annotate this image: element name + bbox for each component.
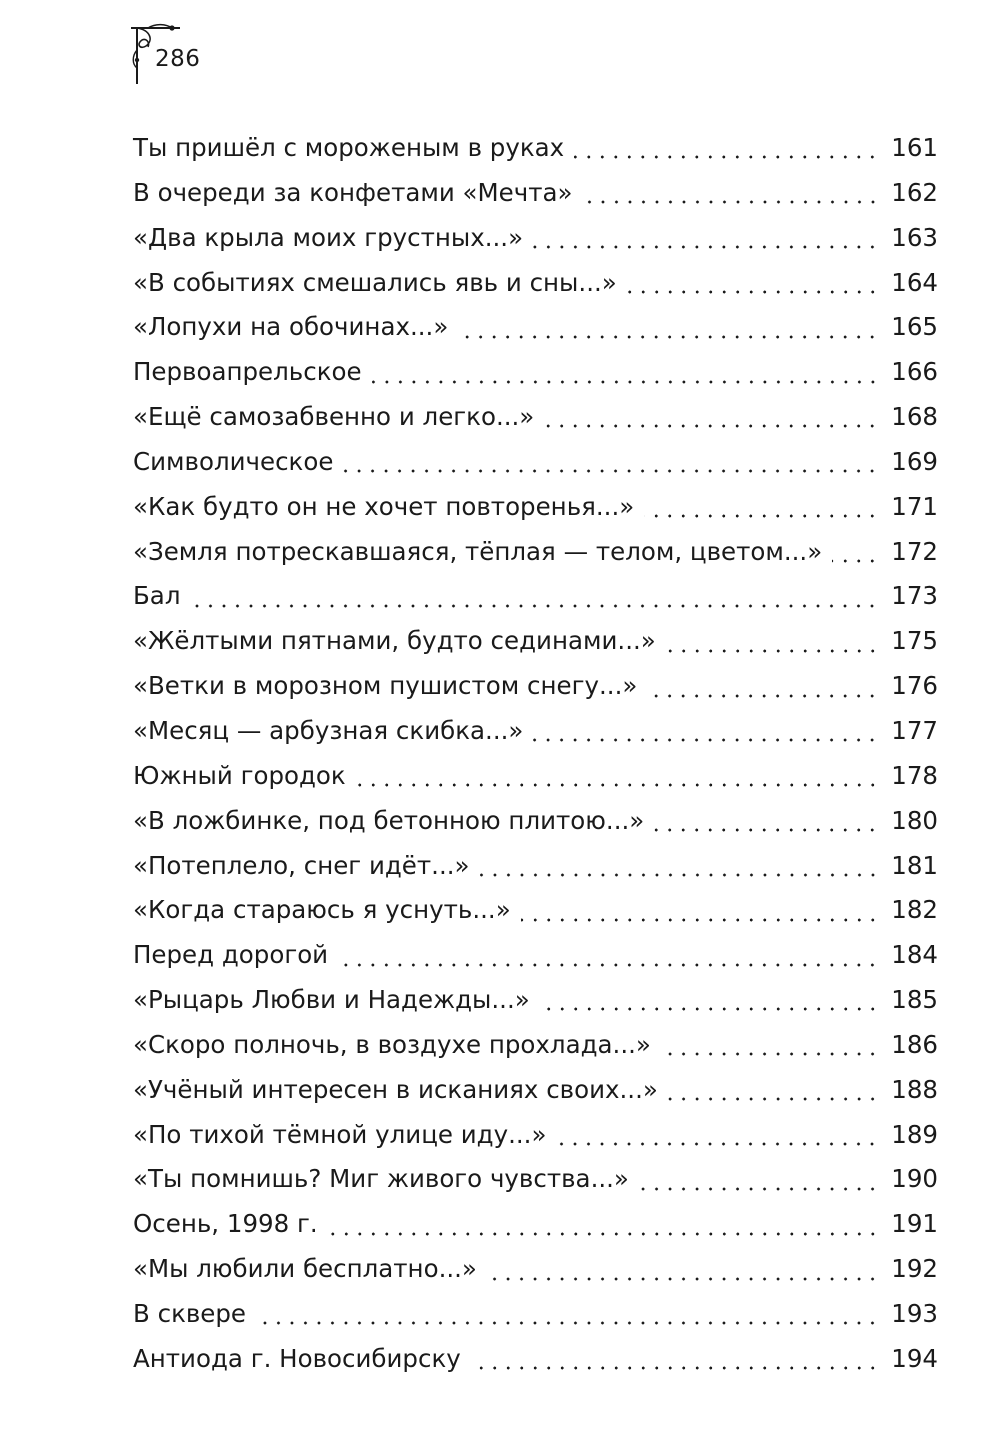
toc-entry xyxy=(133,844,938,889)
toc-entry-title: «По тихой тёмной улице иду...» xyxy=(133,1119,547,1149)
toc-entry xyxy=(133,1023,938,1068)
toc-dot-leader xyxy=(644,514,879,518)
toc-dot-leader xyxy=(343,469,879,473)
toc-entry xyxy=(133,799,938,844)
toc-entry-page: 177 xyxy=(891,715,938,745)
toc-entry xyxy=(133,395,938,440)
toc-entry-title: Южный городок xyxy=(133,760,346,790)
toc-dot-leader xyxy=(654,828,879,832)
toc-entry-page: 163 xyxy=(891,222,938,252)
toc-dot-leader xyxy=(647,694,879,698)
toc-dot-leader xyxy=(574,155,879,159)
toc-entry-title: «В событиях смешались явь и сны...» xyxy=(133,267,617,297)
toc-entry-page: 172 xyxy=(891,536,938,566)
toc-dot-leader xyxy=(668,1097,879,1101)
toc-entry-title: В сквере xyxy=(133,1298,247,1328)
toc-entry-title: Осень, 1998 г. xyxy=(133,1209,318,1239)
toc-entry xyxy=(133,261,938,306)
toc-dot-leader xyxy=(190,604,879,608)
toc-dot-leader xyxy=(832,559,879,563)
toc-entry xyxy=(133,216,938,261)
toc-entry-title: «Рыцарь Любви и Надежды...» xyxy=(133,985,530,1015)
toc-entry-title: В очереди за конфетами «Мечта» xyxy=(133,177,573,207)
toc-entry-title: «Месяц — арбузная скибка...» xyxy=(133,715,524,745)
toc-entry-page: 185 xyxy=(891,985,938,1015)
toc-entry-page: 168 xyxy=(891,402,938,432)
toc-entry-page: 191 xyxy=(891,1209,938,1239)
toc-entry-page: 193 xyxy=(891,1298,938,1328)
toc-entry xyxy=(133,888,938,933)
toc-dot-leader xyxy=(583,200,880,204)
toc-entry-page: 182 xyxy=(891,895,938,925)
toc-entry-page: 190 xyxy=(891,1164,938,1194)
toc-dot-leader xyxy=(661,1052,879,1056)
toc-dot-leader xyxy=(639,1187,879,1191)
toc-entry-page: 165 xyxy=(891,312,938,342)
toc-entry-title: Первоапрельское xyxy=(133,357,362,387)
toc-entry-title: «Скоро полночь, в воздухе прохлада...» xyxy=(133,1029,651,1059)
toc-entry-page: 164 xyxy=(891,267,938,297)
toc-entry-title: Символическое xyxy=(133,446,334,476)
toc-entry xyxy=(133,171,938,216)
toc-entry xyxy=(133,350,938,395)
toc-entry-title: «Как будто он не хочет повторенья...» xyxy=(133,491,635,521)
toc-entry-page: 186 xyxy=(891,1029,938,1059)
toc-entry xyxy=(133,1202,938,1247)
toc-entry-page: 180 xyxy=(891,805,938,835)
toc-entry xyxy=(133,1068,938,1113)
toc-entry xyxy=(133,664,938,709)
toc-entry-page: 184 xyxy=(891,940,938,970)
toc-entry-title: «Лопухи на обочинах...» xyxy=(133,312,449,342)
toc-entry-page: 194 xyxy=(891,1343,938,1373)
toc-entry-title: «Когда стараюсь я уснуть...» xyxy=(133,895,511,925)
toc-entry-page: 162 xyxy=(891,177,938,207)
toc-entry xyxy=(133,754,938,799)
toc-dot-leader xyxy=(328,1232,880,1236)
toc-dot-leader xyxy=(487,1277,879,1281)
toc-entry-title: «Земля потрескавшаяся, тёплая — телом, цветом...» xyxy=(133,536,823,566)
toc-entry-title: Перед дорогой xyxy=(133,940,329,970)
toc-dot-leader xyxy=(627,290,879,294)
toc-entry-title: «Ещё самозабвенно и легко...» xyxy=(133,402,535,432)
toc-entry xyxy=(133,1337,938,1382)
toc-entry xyxy=(133,619,938,664)
toc-entry-title: «Два крыла моих грустных...» xyxy=(133,222,524,252)
toc-dot-leader xyxy=(540,1007,879,1011)
toc-entry-title: «Жёлтыми пятнами, будто сединами...» xyxy=(133,626,656,656)
toc-entry-title: «Ты помнишь? Миг живого чувства...» xyxy=(133,1164,629,1194)
toc-dot-leader xyxy=(556,1142,879,1146)
toc-dot-leader xyxy=(356,783,880,787)
toc-entry-title: «Учёный интересен в исканиях своих...» xyxy=(133,1074,658,1104)
toc-entry-page: 178 xyxy=(891,760,938,790)
toc-entry xyxy=(133,126,938,171)
toc-entry-page: 171 xyxy=(891,491,938,521)
toc-entry-title: «Мы любили бесплатно...» xyxy=(133,1254,477,1284)
toc-entry xyxy=(133,933,938,978)
toc-dot-leader xyxy=(544,424,879,428)
toc-entry xyxy=(133,305,938,350)
toc-dot-leader xyxy=(666,649,879,653)
toc-dot-leader xyxy=(521,918,880,922)
toc-entry-page: 169 xyxy=(891,446,938,476)
toc-entry-title: Бал xyxy=(133,581,181,611)
toc-entry-title: Антиода г. Новосибирску xyxy=(133,1343,461,1373)
toc-dot-leader xyxy=(533,738,879,742)
toc-entry xyxy=(133,485,938,530)
toc-dot-leader xyxy=(372,380,880,384)
toc-entry-title: Ты пришёл с мороженым в руках xyxy=(133,133,565,162)
toc-entry-page: 188 xyxy=(891,1074,938,1104)
toc-dot-leader xyxy=(533,245,879,249)
toc-entry-title: «Ветки в морозном пушистом снегу...» xyxy=(133,671,638,701)
toc-entry-page: 181 xyxy=(891,850,938,880)
toc-entry-page: 173 xyxy=(891,581,938,611)
toc-entry-page: 189 xyxy=(891,1119,938,1149)
toc-dot-leader xyxy=(458,335,879,339)
toc-dot-leader xyxy=(480,873,880,877)
page-number: 286 xyxy=(155,46,201,72)
toc-entry-page: 176 xyxy=(891,671,938,701)
toc-entry-page: 166 xyxy=(891,357,938,387)
toc-dot-leader xyxy=(471,1366,879,1370)
toc-dot-leader xyxy=(256,1321,879,1325)
toc-entry xyxy=(133,1113,938,1158)
toc-entry-page: 161 xyxy=(891,133,938,162)
table-of-contents xyxy=(133,126,938,1382)
toc-entry xyxy=(133,709,938,754)
toc-entry-title: «В ложбинке, под бетонною плитою...» xyxy=(133,805,645,835)
toc-entry xyxy=(133,1247,938,1292)
toc-entry xyxy=(133,574,938,619)
toc-dot-leader xyxy=(338,963,879,967)
toc-entry-title: «Потеплело, снег идёт...» xyxy=(133,850,470,880)
page-header xyxy=(128,20,328,90)
toc-entry xyxy=(133,978,938,1023)
toc-entry-page: 175 xyxy=(891,626,938,656)
toc-entry xyxy=(133,530,938,575)
toc-entry xyxy=(133,1157,938,1202)
toc-entry xyxy=(133,1292,938,1337)
toc-entry-page: 192 xyxy=(891,1254,938,1284)
toc-entry xyxy=(133,440,938,485)
